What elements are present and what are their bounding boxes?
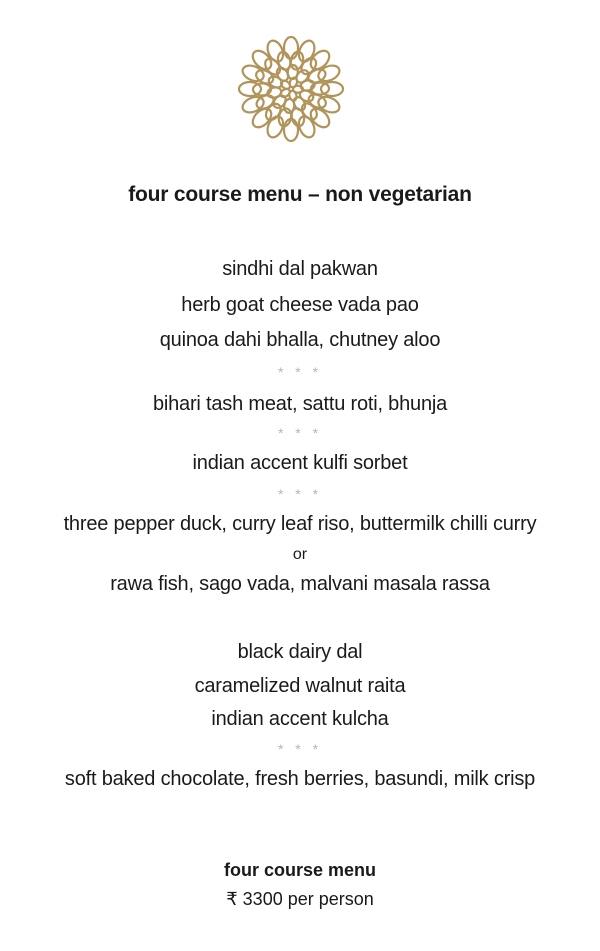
dish-soft-baked-chocolate: soft baked chocolate, fresh berries, basundi, milk crisp (64, 768, 536, 790)
side-caramelized-walnut-raita: caramelized walnut raita (194, 675, 406, 697)
course-separator: * * * (277, 741, 323, 757)
dish-three-pepper-duck: three pepper duck, curry leaf riso, buttermilk chilli curry (63, 513, 537, 535)
side-black-dairy-dal: black dairy dal (237, 641, 363, 663)
dish-bihari-tash-meat: bihari tash meat, sattu roti, bhunja (152, 393, 448, 415)
flower-logo-icon (236, 34, 346, 144)
dish-sindhi-dal-pakwan: sindhi dal pakwan (222, 258, 378, 280)
course-separator: * * * (277, 364, 323, 380)
footer-menu-label: four course menu (223, 860, 377, 880)
course-separator: * * * (277, 425, 323, 441)
dish-herb-goat-cheese-vada-pao: herb goat cheese vada pao (181, 294, 419, 316)
dish-quinoa-dahi-bhalla: quinoa dahi bhalla, chutney aloo (159, 329, 441, 351)
dish-kulfi-sorbet: indian accent kulfi sorbet (192, 452, 408, 474)
menu-title: four course menu – non vegetarian (128, 183, 472, 206)
side-indian-accent-kulcha: indian accent kulcha (211, 708, 389, 730)
course-separator: * * * (277, 486, 323, 502)
price: ₹ 3300 per person (226, 889, 374, 909)
or-label: or (292, 546, 308, 563)
dish-rawa-fish: rawa fish, sago vada, malvani masala rassa (110, 573, 490, 595)
